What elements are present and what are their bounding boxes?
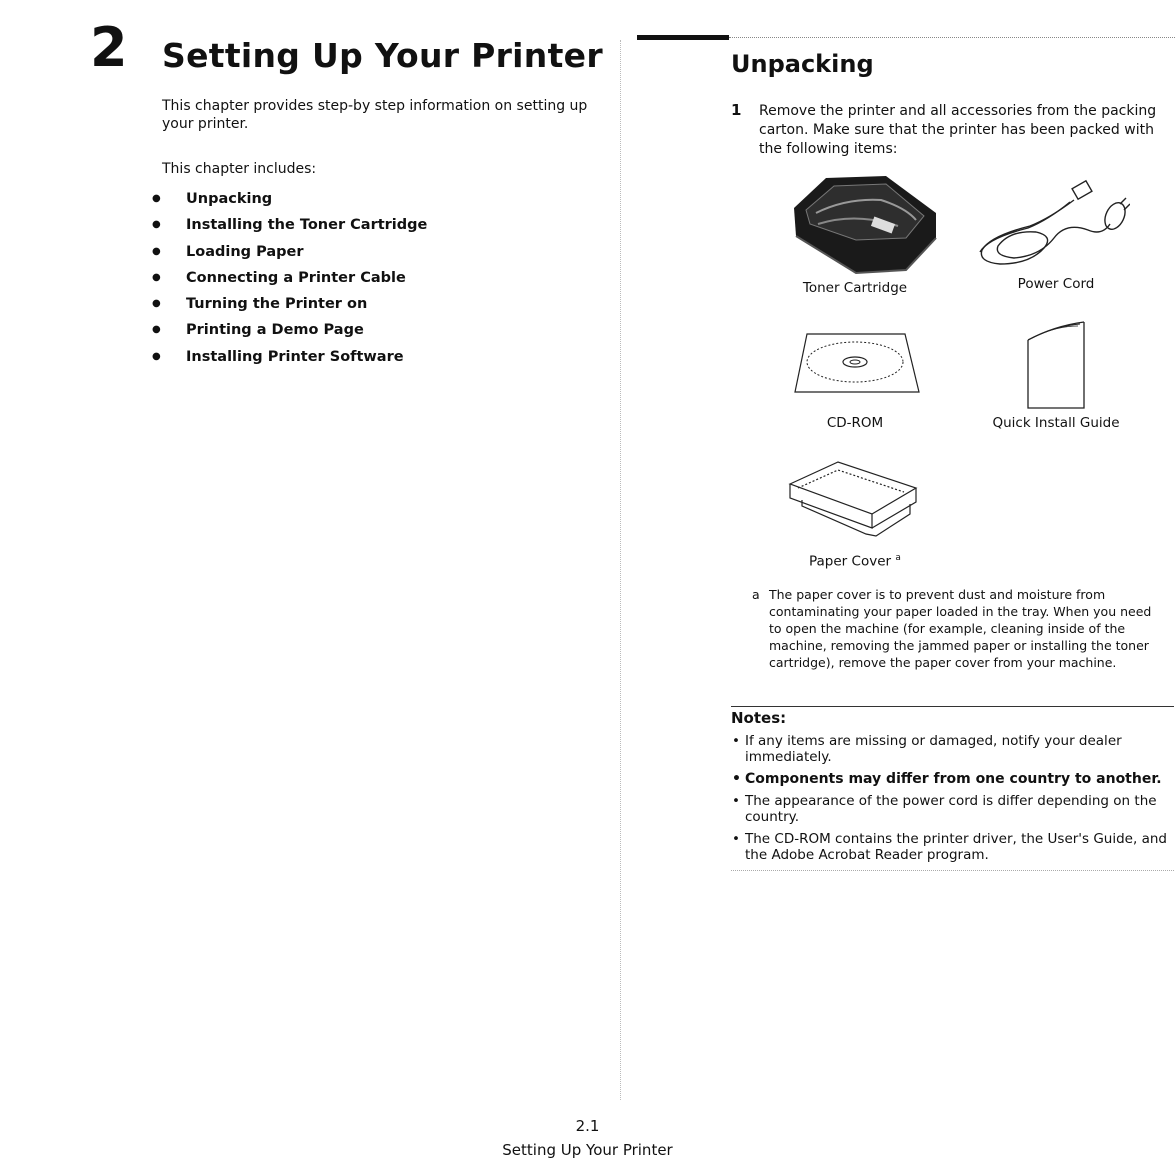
topic-installing-software[interactable]: ● Installing Printer Software <box>148 344 427 370</box>
quick-install-guide-illustration <box>1024 318 1086 410</box>
footnote-text: The paper cover is to prevent dust and moisture from contaminating your paper loaded in the tray. When you need to open the machine (for example, cleaning inside of the machine, removing the jammed paper or installing the toner cartridge), remove the paper cover from your machine. <box>769 587 1152 670</box>
power-cord-caption: Power Cord <box>1017 276 1095 292</box>
power-cord-illustration <box>970 178 1130 270</box>
footnote <box>752 586 1162 671</box>
note-item: • The appearance of the power cord is differ depending on the country. <box>731 793 1174 825</box>
page-number: 2.1 <box>575 1117 600 1135</box>
notes-top-rule <box>731 706 1174 707</box>
toner-cartridge-caption: Toner Cartridge <box>802 280 908 296</box>
footer-chapter-title: Setting Up Your Printer <box>502 1141 673 1159</box>
notes-list <box>731 733 1174 869</box>
column-divider <box>620 40 621 1100</box>
notes-title: Notes: <box>731 709 787 727</box>
paper-cover-illustration <box>786 458 922 540</box>
topic-installing-toner[interactable]: ● Installing the Toner Cartridge <box>148 212 427 238</box>
cdrom-caption: CD-ROM <box>826 415 884 431</box>
section-header-rule <box>729 37 1175 38</box>
notes-bottom-rule <box>731 870 1174 871</box>
chapter-topic-list <box>148 186 427 370</box>
topic-connecting-cable[interactable]: ● Connecting a Printer Cable <box>148 265 427 291</box>
chapter-intro: This chapter provides step-by step information on setting up your printer. <box>162 98 588 132</box>
paper-cover-label: Paper Cover <box>809 553 892 570</box>
note-item: • Components may differ from one country to another. <box>731 771 1174 787</box>
chapter-number: 2 <box>90 16 128 79</box>
quick-install-guide-caption: Quick Install Guide <box>992 415 1120 431</box>
note-item: • If any items are missing or damaged, notify your dealer immediately. <box>731 733 1174 765</box>
footnote-label: a <box>752 587 760 602</box>
section-header-bar <box>637 35 729 40</box>
paper-cover-caption <box>809 553 901 570</box>
topic-unpacking[interactable]: ● Unpacking <box>148 186 427 212</box>
section-title: Unpacking <box>731 50 874 78</box>
cdrom-illustration <box>793 332 921 394</box>
note-item: • The CD-ROM contains the printer driver, the User's Guide, and the Adobe Acrobat Reader program. <box>731 831 1174 863</box>
chapter-title: Setting Up Your Printer <box>162 36 603 75</box>
topic-turning-on[interactable]: ● Turning the Printer on <box>148 291 427 317</box>
toner-cartridge-illustration <box>786 168 946 280</box>
includes-label: This chapter includes: <box>162 161 317 177</box>
step-number: 1 <box>731 101 742 119</box>
step-text: Remove the printer and all accessories from the packing carton. Make sure that the printer has been packed with the following items: <box>759 103 1157 157</box>
topic-loading-paper[interactable]: ● Loading Paper <box>148 239 427 265</box>
topic-demo-page[interactable]: ● Printing a Demo Page <box>148 317 427 343</box>
paper-cover-footnote-mark: a <box>895 553 901 563</box>
